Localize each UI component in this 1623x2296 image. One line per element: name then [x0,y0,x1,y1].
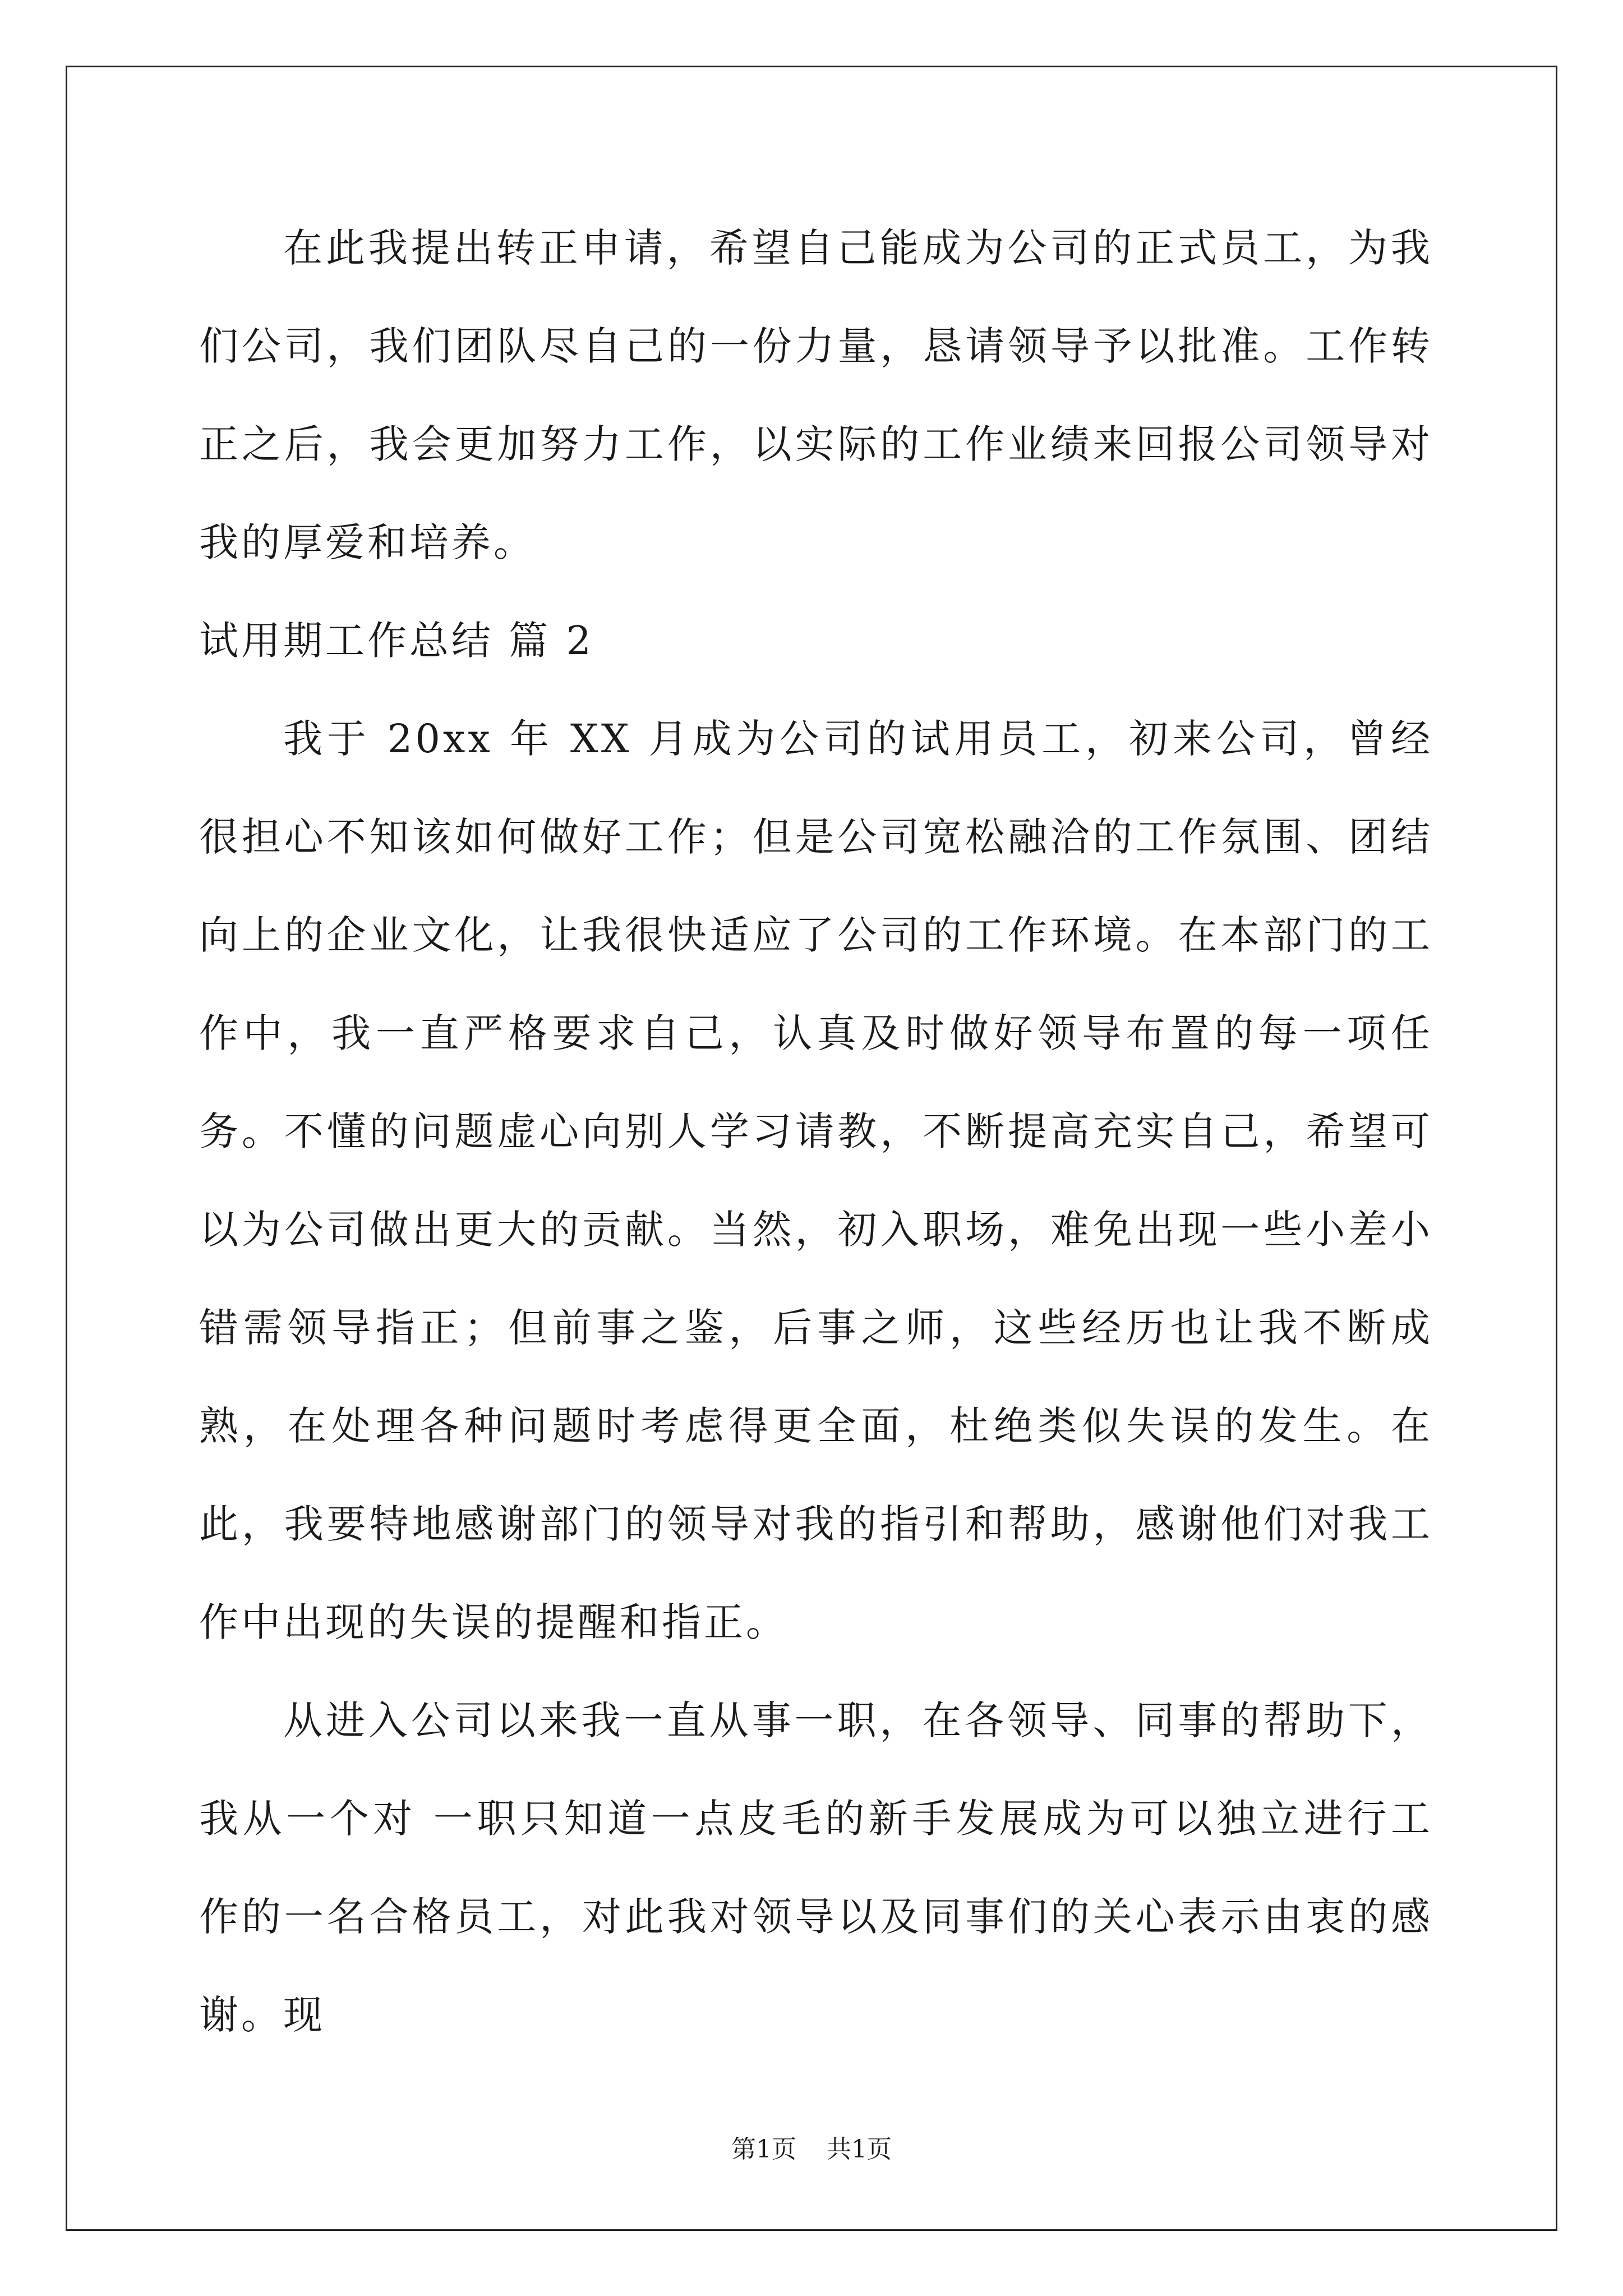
paragraph-1: 在此我提出转正申请，希望自己能成为公司的正式员工，为我们公司，我们团队尽自己的一份力量，恳请领导予以批准。工作转正之后，我会更加努力工作，以实际的工作业绩来回报公司领导对我的厚爱和培养。 [199,225,1433,565]
page-number-total: 共1页 [827,2135,892,2164]
paragraph-2: 我于 20xx 年 XX 月成为公司的试用员工，初来公司，曾经很担心不知该如何做好工作；但是公司宽松融洽的工作氛围、团结向上的企业文化，让我很快适应了公司的工作环境。在本部门的工作中，我一直严格要求自己，认真及时做好领导布置的每一项任务。不懂的问题虚心向别人学习请教，不断提高充实自己，希望可以为公司做出更大的贡献。当然，初入职场，难免出现一些小差小错需领导指正；但前事之鉴，后事之师，这些经历也让我不断成熟，在处理各种问题时考虑得更全面，杜绝类似失误的发生。在此，我要特地感谢部门的领导对我的指引和帮助，感谢他们对我工作中出现的失误的提醒和指正。 [199,716,1433,1645]
page-footer [0,2129,1623,2165]
document-body [199,199,1433,2064]
paragraph-3: 从进入公司以来我一直从事一职，在各领导、同事的帮助下，我从一个对 一职只知道一点皮毛的新手发展成为可以独立进行工作的一名合格员工，对此我对领导以及同事们的关心表示由衷的感谢。现 [199,1697,1433,2038]
page-number-current: 第1页 [731,2135,796,2164]
section-heading: 试用期工作总结 篇 2 [199,618,594,664]
